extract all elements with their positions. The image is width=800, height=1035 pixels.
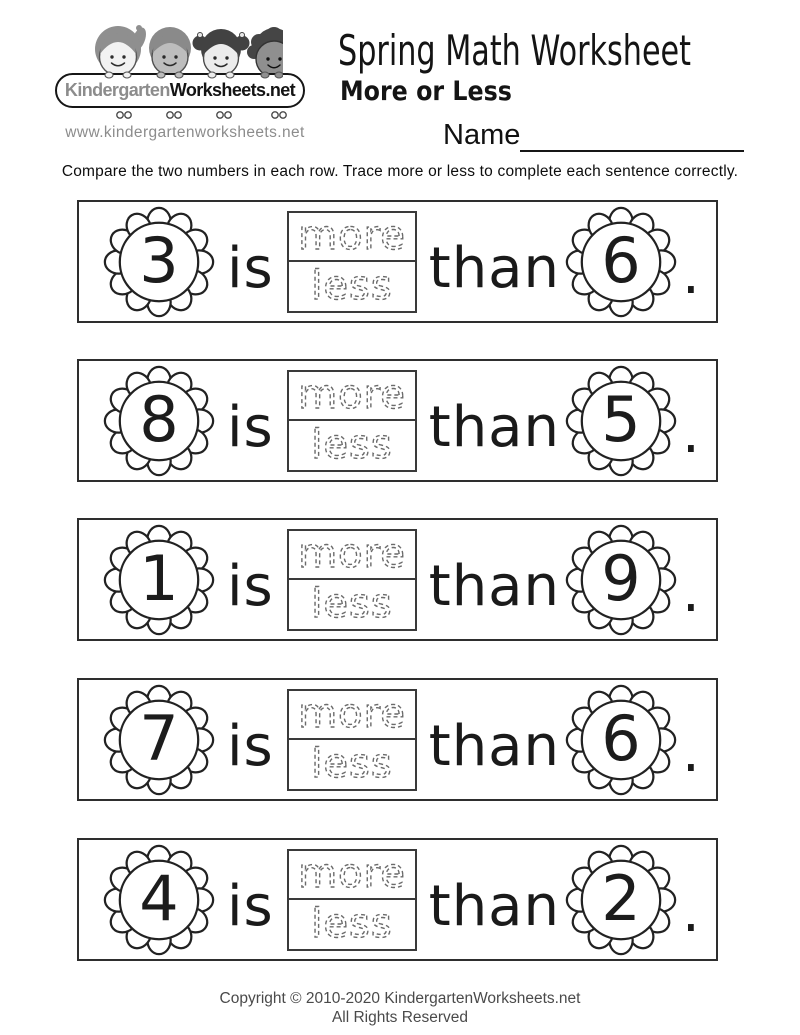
trace-more-cell[interactable] xyxy=(289,213,415,262)
more-less-box xyxy=(287,211,417,313)
trace-word-more xyxy=(292,692,412,736)
trace-word-less xyxy=(292,742,412,786)
left-flower xyxy=(103,844,215,956)
footer-rights: All Rights Reserved xyxy=(331,1009,469,1026)
page-title: Spring Math Worksheet xyxy=(338,26,692,75)
trace-more-cell[interactable] xyxy=(289,691,415,740)
left-flower xyxy=(103,684,215,796)
svg-text:less: less xyxy=(311,423,393,467)
svg-text:more: more xyxy=(297,214,406,258)
svg-text:less: less xyxy=(311,742,393,786)
word-is: is xyxy=(227,395,274,460)
trace-less-cell[interactable] xyxy=(289,740,415,789)
svg-text:more: more xyxy=(297,373,406,417)
kids-hands-icon xyxy=(73,69,283,81)
name-blank-line[interactable] xyxy=(520,118,744,152)
left-flower xyxy=(103,524,215,636)
word-than: than xyxy=(428,395,560,460)
more-less-box xyxy=(287,689,417,791)
svg-text:more: more xyxy=(297,852,406,896)
svg-text:less: less xyxy=(311,582,393,626)
trace-less-cell[interactable] xyxy=(289,580,415,629)
word-than: than xyxy=(428,714,560,779)
kids-feet-icon xyxy=(55,108,315,124)
left-number: 3 xyxy=(139,223,179,297)
logo-text-kindergarten: Kindergarten xyxy=(64,80,170,100)
svg-text:less: less xyxy=(311,264,393,308)
right-number: 2 xyxy=(601,861,641,935)
more-less-box xyxy=(287,370,417,472)
right-flower xyxy=(565,684,677,796)
left-number: 8 xyxy=(139,382,179,456)
footer xyxy=(0,989,800,1027)
left-number: 7 xyxy=(139,701,179,775)
left-flower xyxy=(103,365,215,477)
word-is: is xyxy=(227,714,274,779)
left-flower xyxy=(103,206,215,318)
svg-text:less: less xyxy=(311,902,393,946)
trace-less-cell[interactable] xyxy=(289,900,415,949)
trace-word-less xyxy=(292,902,412,946)
more-less-box xyxy=(287,529,417,631)
trace-word-more xyxy=(292,852,412,896)
trace-word-less xyxy=(292,264,412,308)
right-flower xyxy=(565,524,677,636)
logo-url: www.kindergartenworksheets.net xyxy=(65,124,305,141)
word-than: than xyxy=(428,554,560,619)
sentence-period: . xyxy=(682,242,700,307)
instructions-text: Compare the two numbers in each row. Trace more or less to complete each sentence correctly. xyxy=(61,163,739,180)
trace-word-more xyxy=(292,532,412,576)
word-is: is xyxy=(227,874,274,939)
svg-text:more: more xyxy=(297,692,406,736)
sentence-period: . xyxy=(682,880,700,945)
site-logo xyxy=(55,22,315,146)
trace-less-cell[interactable] xyxy=(289,421,415,470)
trace-word-less xyxy=(292,423,412,467)
sentence-period: . xyxy=(682,720,700,785)
trace-word-more xyxy=(292,214,412,258)
trace-less-cell[interactable] xyxy=(289,262,415,311)
right-number: 6 xyxy=(601,223,641,297)
sentence-period: . xyxy=(682,560,700,625)
sentence-row-3 xyxy=(77,518,718,641)
sentence-period: . xyxy=(682,401,700,466)
trace-word-more xyxy=(292,373,412,417)
sentence-row-4 xyxy=(77,678,718,801)
word-is: is xyxy=(227,236,274,301)
right-number: 6 xyxy=(601,701,641,775)
right-flower xyxy=(565,844,677,956)
right-number: 5 xyxy=(601,382,641,456)
left-number: 1 xyxy=(139,541,179,615)
trace-more-cell[interactable] xyxy=(289,372,415,421)
sentence-row-2 xyxy=(77,359,718,482)
sentence-row-1 xyxy=(77,200,718,323)
logo-text-worksheets: Worksheets.net xyxy=(169,80,296,100)
word-than: than xyxy=(428,236,560,301)
name-label: Name xyxy=(443,119,521,151)
name-row xyxy=(443,118,744,152)
left-number: 4 xyxy=(139,861,179,935)
more-less-box xyxy=(287,849,417,951)
trace-more-cell[interactable] xyxy=(289,851,415,900)
word-than: than xyxy=(428,874,560,939)
trace-word-less xyxy=(292,582,412,626)
footer-copyright: Copyright © 2010-2020 KindergartenWorksheets.net xyxy=(219,990,581,1007)
right-flower xyxy=(565,365,677,477)
right-number: 9 xyxy=(601,541,641,615)
page-subtitle: More or Less xyxy=(340,76,512,107)
right-flower xyxy=(565,206,677,318)
trace-more-cell[interactable] xyxy=(289,531,415,580)
word-is: is xyxy=(227,554,274,619)
sentence-row-5 xyxy=(77,838,718,961)
svg-text:more: more xyxy=(297,532,406,576)
